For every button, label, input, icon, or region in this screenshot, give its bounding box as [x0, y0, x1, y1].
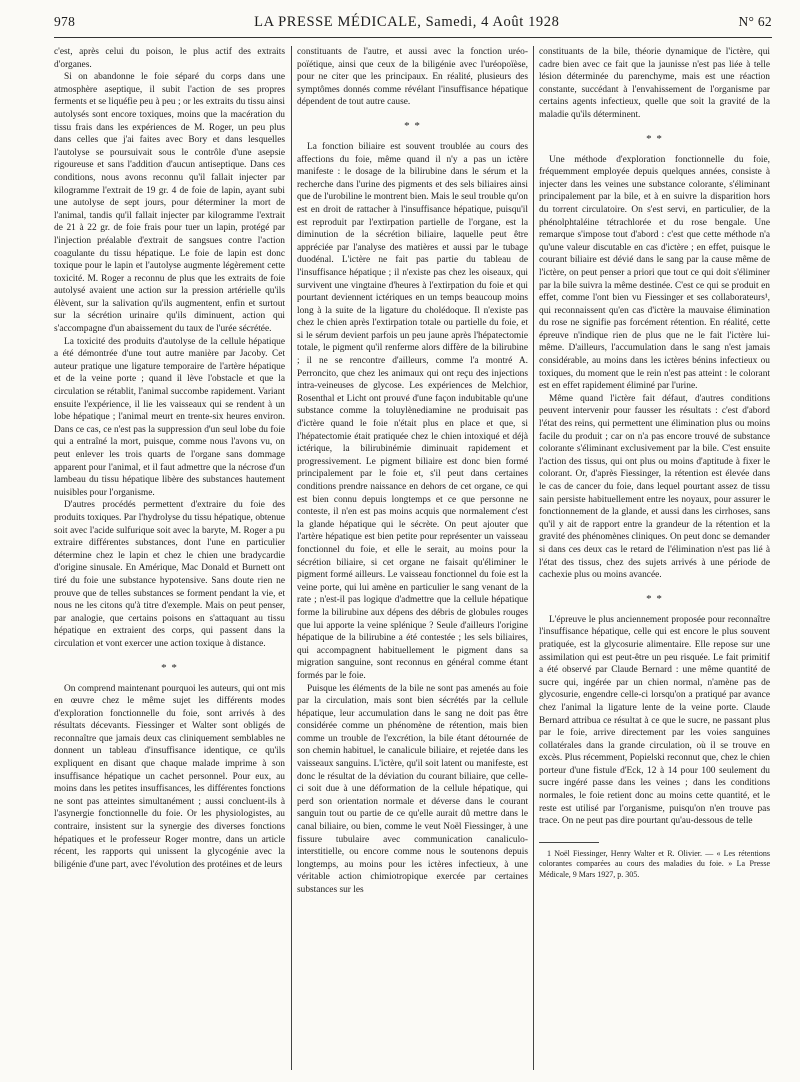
issue-number: N° 62: [738, 14, 772, 29]
section-separator: * *: [646, 592, 663, 605]
paragraph: Puisque les éléments de la bile ne sont pas amenés au foie par la circulation, mais sont bien sécrétés par la cellule hépatique, leur accumulation dans le sang ne doit pas être considérée comme un phénomène de rétention, mais bien comme un trouble de l'excrétion, la bile étant détournée de son chemin habituel, le canalicule biliaire, et rejetée dans les vaisseaux sanguins. L'ictère, qu'il soit latent ou manifeste, est donc le résultat de la déviation du courant biliaire, que celle-ci soit due à une déformation de la cellule hépatique, qui perd son orientation normale et déverse dans le courant sanguin tout ou partie de ce qu'elle aurait dû mettre dans le canal biliaire, ou bien, comme le veut Noël Fiessinger, à une fissure tubulaire avec communication canaliculo-interstitielle, ou encore comme nous le soutenons depuis longtemps, au moins pour les ictères infectieux, à une véritable action chimiotropique exercée par certaines substances sur les: [297, 683, 528, 895]
paragraph: D'autres procédés permettent d'extraire du foie des produits toxiques. Par l'hydrolyse du tissu hépatique, obtenue soit avec l'acide sulfurique soit avec la baryte, M. Roger a pu extraire différentes substances, dont l'une en particulier détermine chez le lapin et chez le chien une bradycardie d'origine sinusale. En Amérique, Mac Donald et Burnett ont tiré du foie une substance hypotensive. Sans doute rien ne prouve que de telles substances se forment pendant la vie, et nous ne les citons qu'à titre d'exemple. Mais on peut penser, par analogie, que certains poisons en s'attaquant au tissu hépatique en extraient des corps, qui passent dans la circulation et vont exercer une action toxique à distance.: [54, 500, 285, 649]
page-header: [54, 14, 772, 32]
paragraph: constituants de la bile, théorie dynamique de l'ictère, qui cadre bien avec ce fait que la jaunisse n'est pas liée à telle lésion déterminée du parenchyme, mais est une réaction constante, succédant à l'envahissement de l'organisme par certains agents infectieux, quelle que soit la gravité de la maladie qu'ils déterminent.: [539, 47, 770, 120]
section-separator: * *: [404, 119, 421, 132]
paragraph: La toxicité des produits d'autolyse de la cellule hépatique a été démontrée d'une tout autre manière par Jacoby. Cet auteur pratique une ligature temporaire de l'artère hépatique et de la veine porte ; quand il lève l'obstacle et que la circulation se rétablit, l'animal succombe rapidement. Variant ensuite l'expérience, il lie les vaisseaux qui se rendent à un lobe hépatique ; l'animal meurt en trente-six heures environ. Dans ce cas, ce n'est pas la suppression d'un seul lobe du foie qui a entraîné la mort, puisque, comme nous l'avons vu, on peut enlever les trois quarts de l'organe sans dommage apparent pour l'animal, et il faut admettre que la nécrose d'un lambeau du tissu hépatique libère des substances hautement nuisibles pour l'organisme.: [54, 336, 285, 498]
paragraph: On comprend maintenant pourquoi les auteurs, qui ont mis en œuvre chez le même sujet les différents modes d'exploration fonctionnelle du foie, sont arrivés à des résultats décevants. Fiessinger et Walter sont obligés de reconnaître que jamais deux cas cliniquement semblables ne donnent un tableau d'insuffisance identique, ce qu'ils expliquent en disant que chaque malade imprime à son insuffisance hépatique un cachet personnel. Pour eux, au moins dans les petites insuffisances, les différentes fonctions ne sont pas atteintes simultanément ; aussi concluent-ils à l'asynergie fonctionnelle du foie. Or les physiologistes, au contraire, insistent sur la synergie des diverses fonctions hépatiques et le professeur Roger montre, dans un article récent, les rapports qui unissent la glycogénie avec la biligénie d'une part, avec l'évolution des protéines et de leurs: [54, 683, 285, 870]
header-rule: [54, 37, 772, 38]
footnote-rule: [539, 842, 599, 843]
section-separator: * *: [161, 661, 178, 674]
page-number: 978: [54, 14, 76, 29]
paragraph: Une méthode d'exploration fonctionnelle du foie, fréquemment employée depuis quelques années, consiste à injecter dans les veines une substance colorante, s'éliminant principalement par la bile, et à en suivre la disparition hors du torrent circulatoire. On s'est servi, en particulier, de la phénolphtaléine tétrachlorée et du rose bengale. Une remarque s'impose tout d'abord : c'est que cette méthode n'a qu'une valeur discutable en cas d'ictère ; en effet, puisque le courant biliaire est dévié dans le sang par la cause même de l'ictère, on peut penser a priori que tout ce qui doit s'éliminer par la bile suivra la même destinée. C'est ce qui se produit en effet, comme l'ont bien vu Fiessinger et ses collaborateurs¹, qui reconnaissent qu'en cas d'ictère la mauvaise élimination du rose ne signifie pas forcément rétention. En réalité, cette épreuve n'indique rien de plus que ne le fait l'ictère lui-même. D'ailleurs, l'accumulation dans le sang n'est jamais considérable, au moins dans les ictères bénins infectieux ou toxiques, du moment que le rein n'est pas atteint : le colorant est en effet rapidement éliminé par l'urine.: [539, 154, 770, 392]
column-divider: [533, 46, 534, 1070]
section-separator: * *: [646, 132, 663, 145]
paragraph: L'épreuve le plus anciennement proposée pour reconnaître l'insuffisance hépatique, celle qui est encore le plus souvent pratiquée, est la glycosurie alimentaire. Elle repose sur une assimilation qui est peut-être un peu risquée. Le fait primitif a été observé par Claude Bernard : une même quantité de sucre qui, ingérée par un chien normal, n'amène pas de glycosurie, engendre celle-ci lorsqu'on a pratiqué par avance chez l'animal la ligature lente de la veine porte. Claude Bernard attribua ce résultat à ce que le sucre, ne passant plus par le foie, arrive directement par les voies sanguines collatérales dans la grande circulation, où il se trouve en excès. Plus récemment, Popielski reconnut que, chez le chien porteur d'une fistule d'Eck, 12 à 14 pour 100 seulement du sucre ingéré passe dans les veines ; dans les conditions normales, le foie retient donc au moins cette quantité, et le reste est utilisé par l'organisme, puisqu'on n'en trouve pas trace. On ne peut pas dire pourtant qu'au-dessous de telle: [539, 614, 770, 827]
column-1: [54, 46, 285, 1070]
paragraph: c'est, après celui du poison, le plus actif des extraits d'organes.: [54, 47, 285, 70]
journal-title: LA PRESSE MÉDICALE, Samedi, 4 Août 1928: [254, 14, 560, 30]
column-divider: [291, 46, 292, 1070]
paragraph: Même quand l'ictère fait défaut, d'autres conditions peuvent intervenir pour fausser les résultats : c'est d'abord l'état des reins, qui permettent une élimination plus ou moins facile du produit ; car on n'a pas encore trouvé de substance colorante s'éliminant exclusivement par la bile. C'est ensuite l'action des tissus, qui ont plus ou moins d'aptitude à fixer le colorant. Or, d'après Fiessinger, la rétention est élevée dans le cas de cancer du foie, dans lequel pourtant assez de tissu sain persiste habituellement entre les noyaux, pour assurer le fonctionnement de la glande, et aussi dans les cirrhoses, sans qu'il y ait de rapport entre la grandeur de la rétention et la gravité des phénomènes cliniques. On peut donc se demander si dans ces deux cas le retard de l'élimination n'est pas lié à l'état des tissus, chez des sujets arrivés à une période de cachexie plus ou moins avancée.: [539, 393, 770, 581]
paragraph: La fonction biliaire est souvent troublée au cours des affections du foie, même quand il n'y a pas un ictère manifeste : le dosage de la bilirubine dans le sérum et la recherche dans l'urine des pigments et des sels biliaires ainsi que de l'urobiline le montrent bien. Mais le seul trouble qu'on est en droit de rattacher à l'insuffisance hépatique, puisqu'il est reproduit par l'extirpation partielle de l'organe, est la diminution de la sécrétion biliaire, laquelle peut être appréciée par l'analyse des matières et aussi par le tubage duodénal. L'ictère ne fait pas partie du tableau de l'insuffisance hépatique ; il n'existe pas chez les oiseaux, qui survivent une vingtaine d'heures à l'extirpation du foie et qui pourtant deviennent ictériques en un temps beaucoup moins long à la suite de la ligature du cholédoque. Il n'existe pas chez le chien après l'extirpation totale ou partielle du foie, et si le sérum devient parfois un peu jaune après l'hépatectomie totale, le pigment qu'il renferme alors diffère de la bilirubine ; il ne se rencontre d'ailleurs, comme l'a montré A. Perroncito, que chez les animaux qui ont reçu des injections intra-veineuses de glycose. Les expériences de Melchior, Rosenthal et Licht ont prouvé d'une façon indubitable qu'une substance comme la toluylènediamine ne produisait pas d'ictère quand le foie n'était plus en place et que, si l'hépatectomie était pratiquée chez le chien intoxiqué et déjà ictérique, la bilirubinémie diminuait rapidement et progressivement. Le pigment biliaire est donc bien formé principalement par le foie et, s'il peut dans certaines conditions prendre naissance en dehors de cet organe, ce qui est bien connu depuis longtemps et ce que personne ne conteste, il n'en est pas moins acquis que normalement c'est la glande hépatique qui le sécrète. On peut ajouter que l'artère hépatique est bien petite pour représenter un vaisseau fonctionnel du foie, et elle le serait, au moins pour la sécrétion biliaire, si cet organe ne faisait qu'éliminer le pigment formé ailleurs. Le vaisseau fonctionnel du foie est la veine porte, qui lui amène en particulier le sang venant de la rate ; n'est-il pas logique d'admettre que la cellule hépatique forme la bilirubine aux dépens des débris de globules rouges que lui apporte la veine splénique ? Seule d'ailleurs l'origine hépatique de la bilirubine a été contestée ; les sels biliaires, qui accompagnent habituellement le pigment dans sa migration sanguine, sont reconnus en général comme étant formés par le foie.: [297, 141, 528, 681]
paragraph: Si on abandonne le foie séparé du corps dans une atmosphère aseptique, il subit l'action de ses propres ferments et se liquéfie peu à peu ; or les extraits du tissu ainsi autolysés sont encore toxiques, moins que la macération du tissu frais dans les expériences de M. Roger, un peu plus dans celles que j'ai faites avec Bory et dans lesquelles l'autolyse se poursuivait sous le contrôle d'une asepsie rigoureuse et sans l'addition d'aucun antiseptique. Dans ces conditions, nous avons reconnu qu'il fallait injecter par kilogramme l'extrait de 19 gr. 4 de foie de lapin, ayant subi une autolyse de sept jours, pour déterminer la mort de l'animal, tandis qu'il fallait injecter par kilogramme l'extrait de 21 à 22 gr. de foie frais pour tuer un lapin, protégé par l'injection préalable d'extrait de sangsues contre l'action coagulante du tissu hépatique. Le foie de lapin est donc toxique pour le lapin et l'autolyse augmente légèrement cette toxicité. M. Roger a reconnu de plus que les extraits de foie autolysé avaient une action sur la pression artérielle qu'ils élèvent, sur la salivation qu'ils augmentent, enfin et surtout sur la sécrétion urinaire qu'ils diminuent, action qui s'accompagne d'un abaissement du taux de l'urée sécrétée.: [54, 72, 285, 335]
column-2: [297, 46, 528, 1070]
footnote: 1 Noël Fiessinger, Henry Walter et R. Olivier. — « Les rétentions colorantes comparées au cours des maladies du foie. » La Presse Médicale, 9 Mars 1927, p. 305.: [539, 848, 770, 879]
paragraph: constituants de l'autre, et aussi avec la fonction uréo-poïétique, ainsi que ceux de la biligénie avec l'uréopoïèse, pour ne citer que les principaux. En réalité, plusieurs des symptômes donnés comme révélant l'insuffisance hépatique dépendent de tout autre cause.: [297, 47, 528, 108]
column-3: [539, 46, 770, 1070]
